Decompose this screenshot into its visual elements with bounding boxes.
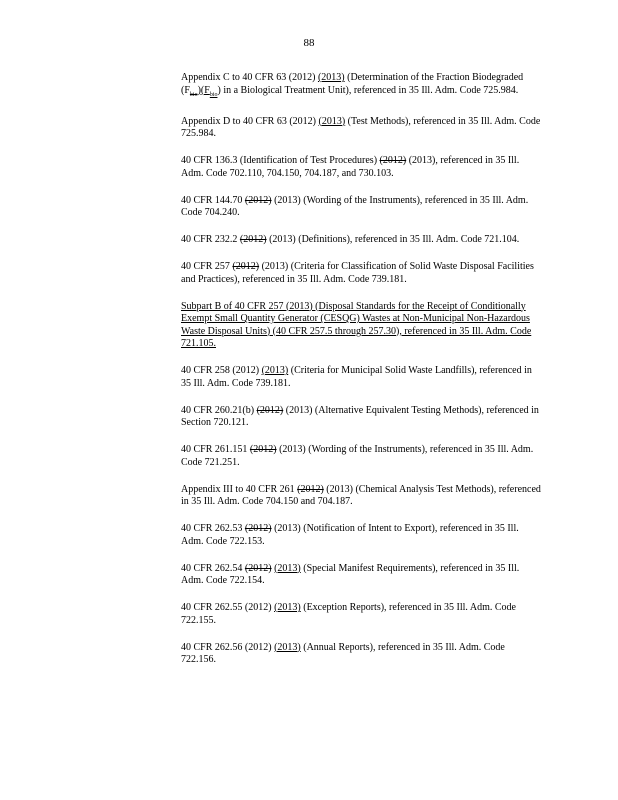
incorporations-list [181, 72, 541, 681]
inserted-text: (2013) [318, 115, 346, 127]
entry-appendix-iii-40-cfr-261: Appendix III to 40 CFR 261 (2012) (2013) (Chemical Analysis Test Methods), referenced in 35 Ill. Adm. Code 704.150 and 704.187. [181, 483, 541, 507]
inserted-text: (2013) [274, 562, 301, 574]
deleted-text: (2012) [297, 483, 324, 495]
deleted-text: (2012) [379, 155, 407, 166]
entry-40-cfr-262-55: 40 CFR 262.55 (2012) (2013) (Exception Reports), referenced in 35 Ill. Adm. Code 722.155. [181, 602, 516, 626]
entry-40-cfr-262-56: 40 CFR 262.56 (2012) (2013) (Annual Reports), referenced in 35 Ill. Adm. Code 722.156. [181, 641, 505, 665]
entry-40-cfr-232-2: 40 CFR 232.2 (2012) (2013) (Definitions), referenced in 35 Ill. Adm. Code 721.104. [181, 234, 520, 245]
inserted-text: bio [209, 91, 218, 98]
entry-40-cfr-261-151: 40 CFR 261.151 (2012) (2013) (Wording of the Instruments), referenced in 35 Ill. Adm. Code 721.251. [181, 444, 534, 468]
entry-40-cfr-262-53: 40 CFR 262.53 (2012) (2013) (Notification of Intent to Export), referenced in 35 Ill. Adm. Code 722.153. [181, 523, 519, 547]
deleted-text: (2012) [244, 523, 272, 534]
inserted-text: Subpart B of 40 CFR 257 (2013) (Disposal Standards for the Receipt of Conditionally Exempt Small Quantity Generator (CESQG) Wastes at Non-Municipal Non-Hazardous Waste Disposal Units) (40 CFR 257.5 through 257.30), referenced in 35 Ill. Adm. Code 721.105. [181, 300, 532, 349]
entry-40-cfr-144-70: 40 CFR 144.70 (2012) (2013) (Wording of the Instruments), referenced in 35 Ill. Adm. Code 704.240. [181, 194, 529, 218]
page-number: 88 [303, 37, 315, 49]
entry-40-cfr-260-21b: 40 CFR 260.21(b) (2012) (2013) (Alternative Equivalent Testing Methods), referenced in Section 720.121. [181, 404, 539, 428]
deleted-text: (2012) [244, 194, 272, 206]
inserted-text: (2013) [317, 72, 345, 83]
deleted-text: bio [189, 91, 198, 98]
deleted-text: (2012) [239, 234, 267, 245]
deleted-text: (2012) [244, 562, 272, 574]
entry-subpart-b-40-cfr-257 [181, 301, 541, 351]
deleted-text: (2012) [232, 261, 260, 272]
inserted-text: (2013) [261, 365, 289, 376]
entry-40-cfr-262-54: 40 CFR 262.54 (2012) (2013) (Special Manifest Requirements), referenced in 35 Ill. Adm. Code 722.154. [181, 562, 520, 586]
inserted-text: (2013) [274, 641, 301, 653]
inserted-text: (2013) [274, 602, 301, 613]
entry-40-cfr-257: 40 CFR 257 (2012) (2013) (Criteria for Classification of Solid Waste Disposal Facilities and Practices), referenced in 35 Ill. Adm. Code 739.181. [181, 261, 534, 285]
deleted-text: (2012) [249, 444, 277, 455]
inserted-text: )(F [197, 84, 210, 96]
entry-40-cfr-136-3: 40 CFR 136.3 (Identification of Test Procedures) (2012) (2013), referenced in 35 Ill. Adm. Code 702.110, 704.150, 704.187, and 730.103. [181, 155, 520, 179]
entry-appendix-d-40-cfr-63: Appendix D to 40 CFR 63 (2012) (2013) (Test Methods), referenced in 35 Ill. Adm. Code 725.984. [181, 115, 541, 139]
entry-40-cfr-258: 40 CFR 258 (2012) (2013) (Criteria for Municipal Solid Waste Landfills), referenced in 35 Ill. Adm. Code 739.181. [181, 365, 532, 389]
entry-appendix-c-40-cfr-63: Appendix C to 40 CFR 63 (2012) (2013) (Determination of the Fraction Biodegraded $(F_{bio})(F_{bio})$ in a Biological Treatment Unit), referenced in 35 Ill. Adm. Code 725.984. [181, 72, 524, 98]
deleted-text: (2012) [256, 404, 284, 416]
